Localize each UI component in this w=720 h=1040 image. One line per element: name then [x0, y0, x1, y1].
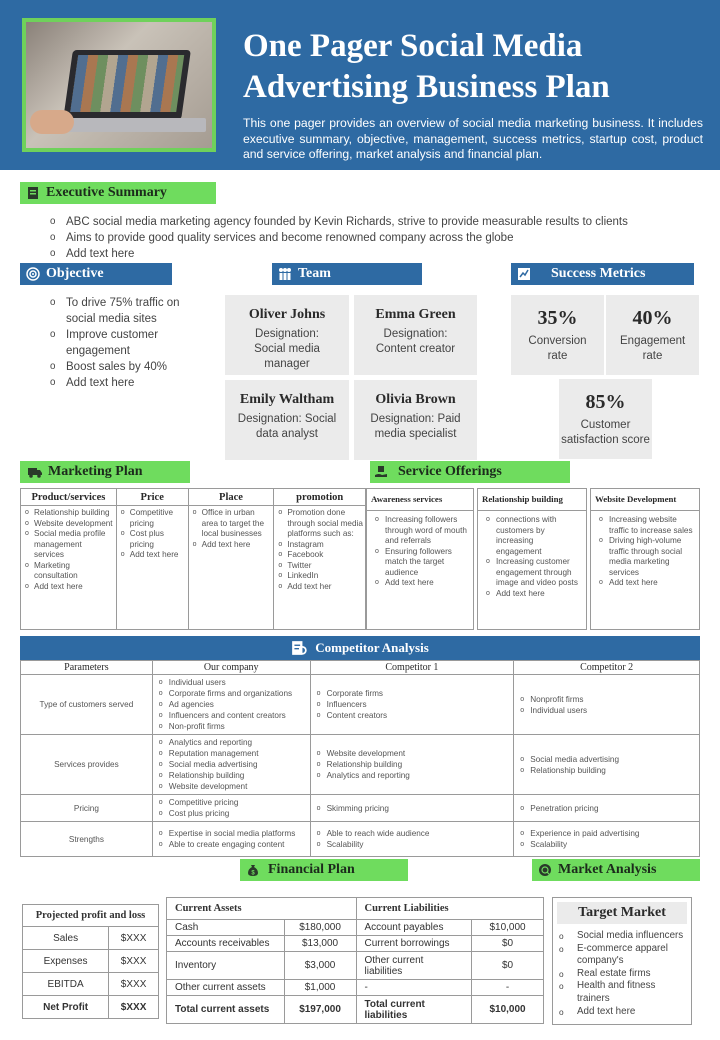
- list-item: o Website development: [315, 748, 510, 759]
- metric-label: Engagement rate: [620, 335, 686, 362]
- list-item: o Add text here: [48, 375, 198, 391]
- competitor-analysis-header: [20, 636, 700, 660]
- cell: $XXX: [109, 950, 159, 973]
- list-item: o Content creators: [315, 710, 510, 721]
- list-item: o Analytics and reporting: [157, 737, 306, 748]
- list-item: o Twitter: [276, 561, 363, 572]
- metric-value: 35%: [537, 307, 578, 329]
- metric-conversion-rate: [511, 295, 604, 375]
- list-item: o Social media advertising: [518, 754, 695, 765]
- list-item: o Add text her: [276, 582, 363, 593]
- cell: Account payables: [356, 920, 472, 936]
- truck-icon: [26, 465, 44, 479]
- list-item: o Nonprofit firms: [518, 694, 695, 705]
- table-row: [167, 952, 544, 980]
- service-relationship: [477, 488, 587, 630]
- list-item: o Individual users: [157, 677, 306, 688]
- executive-summary-list: [48, 214, 628, 262]
- service-hand-icon: [374, 465, 388, 479]
- member-designation: Designation: Content creator: [375, 328, 456, 355]
- list-item: o Aims to provide good quality services and become renowned company across the globe: [48, 230, 628, 246]
- page-title: One Pager Social Media Advertising Business Plan: [243, 28, 610, 105]
- cell: $13,000: [284, 936, 356, 952]
- list-item: o Corporate firms and organizations: [157, 688, 306, 699]
- list-item: o Facebook: [276, 550, 363, 561]
- list-item: o Relationship building: [518, 765, 695, 776]
- financial-plan-label: [240, 859, 408, 881]
- col-header: Current Liabilities: [356, 898, 544, 920]
- list-item: o Reputation management: [157, 748, 306, 759]
- table-row: [23, 996, 159, 1019]
- col-header: promotion: [274, 489, 366, 506]
- metric-value: 40%: [632, 307, 673, 329]
- list-item: o Office in urban area to target the local businesses: [191, 508, 272, 540]
- metric-customer-satisfaction: [559, 379, 652, 459]
- table-row: [21, 822, 700, 857]
- list-item: o Relationship building: [157, 770, 306, 781]
- market-analysis-label: [532, 859, 700, 881]
- list-item: o Social media influencers: [557, 930, 687, 943]
- list-item: o Add text here: [597, 578, 693, 589]
- cell: $XXX: [109, 996, 159, 1019]
- objective-label: [20, 263, 172, 285]
- team-title: Team: [298, 266, 331, 281]
- list-item: o Experience in paid advertising: [518, 828, 695, 839]
- list-item: o Add text here: [23, 582, 114, 593]
- param-cell: Services provides: [21, 735, 153, 795]
- target-market-title: Target Market: [557, 902, 687, 924]
- market-icon: [538, 863, 552, 877]
- metric-label: Conversion rate: [528, 335, 587, 362]
- member-designation: Designation: Paid media specialist: [370, 413, 461, 440]
- list-item: o Add text here: [191, 540, 272, 551]
- list-item: o Influencers and content creators: [157, 710, 306, 721]
- member-name: Emily Waltham: [239, 392, 335, 407]
- list-item: o Boost sales by 40%: [48, 359, 198, 375]
- cell: $XXX: [109, 927, 159, 950]
- cell: Net Profit: [23, 996, 109, 1019]
- table-row: [23, 927, 159, 950]
- list-item: o Marketing consultation: [23, 561, 114, 582]
- svg-text:$: $: [251, 870, 255, 877]
- table-row: [167, 936, 544, 952]
- list-item: o Increasing followers through word of mouth and referrals: [373, 515, 467, 547]
- col-header: Place: [188, 489, 274, 506]
- list-item: o Add text here: [557, 1006, 687, 1019]
- table-row: [21, 735, 700, 795]
- list-item: o Ensuring followers match the target audience: [373, 547, 467, 579]
- list-item: o Analytics and reporting: [315, 770, 510, 781]
- money-bag-icon: [246, 863, 260, 877]
- list-item: o Cost plus pricing: [157, 808, 306, 819]
- table-row: [21, 675, 700, 735]
- cell: Total current assets: [167, 996, 285, 1024]
- list-item: o E-commerce apparel company's: [557, 943, 687, 968]
- objective-title: Objective: [46, 266, 104, 281]
- success-metrics-title: Success Metrics: [551, 266, 646, 281]
- list-item: o To drive 75% traffic on social media sites: [48, 295, 198, 327]
- table-title: Projected profit and loss: [23, 905, 159, 927]
- service-awareness: [366, 488, 474, 630]
- list-item: o Social media advertising: [157, 759, 306, 770]
- cell: Total current liabilities: [356, 996, 472, 1024]
- list-item: o Driving high-volume traffic through social media marketing services: [597, 536, 693, 578]
- list-item: o Competitive pricing: [157, 797, 306, 808]
- objective-icon: [26, 267, 40, 281]
- metric-engagement-rate: [606, 295, 699, 375]
- list-item: o Able to reach wide audience: [315, 828, 510, 839]
- team-card-emily: [225, 380, 349, 460]
- metric-value: 85%: [585, 391, 626, 413]
- list-item: o Competitive pricing: [119, 508, 186, 529]
- objective-list: [48, 295, 198, 391]
- cell: Inventory: [167, 952, 285, 980]
- cell: $197,000: [284, 996, 356, 1024]
- service-offerings-label: [370, 461, 570, 483]
- cell: -: [356, 980, 472, 996]
- list-item: o Website development: [157, 781, 306, 792]
- cell: $XXX: [109, 973, 159, 996]
- member-name: Emma Green: [375, 307, 456, 322]
- list-item: o LinkedIn: [276, 571, 363, 582]
- metrics-icon: [517, 267, 531, 281]
- executive-summary-title: Executive Summary: [46, 185, 167, 200]
- team-card-olivia: [354, 380, 477, 460]
- col-header: Competitor 1: [310, 661, 514, 675]
- competitor-table: [20, 660, 700, 857]
- col-header: Price: [116, 489, 188, 506]
- table-row: [21, 506, 366, 630]
- cell: EBITDA: [23, 973, 109, 996]
- list-item: o Influencers: [315, 699, 510, 710]
- list-item: o Cost plus pricing: [119, 529, 186, 550]
- list-item: o Increasing website traffic to increase sales: [597, 515, 693, 536]
- table-row: [167, 996, 544, 1024]
- list-item: o Skimming pricing: [315, 803, 510, 814]
- list-item: o Scalability: [315, 839, 510, 850]
- list-item: o Add text here: [119, 550, 186, 561]
- metric-label: Customer satisfaction score: [561, 419, 650, 446]
- competitor-analysis-title: Competitor Analysis: [315, 640, 429, 655]
- list-item: o Add text here: [48, 246, 628, 262]
- marketing-plan-title: Marketing Plan: [48, 464, 143, 479]
- table-row: [23, 973, 159, 996]
- cell: $3,000: [284, 952, 356, 980]
- param-cell: Strengths: [21, 822, 153, 857]
- list-item: o Non-profit firms: [157, 721, 306, 732]
- cell: -: [472, 980, 544, 996]
- list-item: o Penetration pricing: [518, 803, 695, 814]
- table-row: [21, 795, 700, 822]
- list-item: o Relationship building: [23, 508, 114, 519]
- team-card-oliver: [225, 295, 349, 375]
- competitor-icon: [291, 640, 307, 656]
- team-label: [272, 263, 422, 285]
- list-item: o Improve customer engagement: [48, 327, 198, 359]
- table-row: [167, 920, 544, 936]
- list-item: o Social media profile management services: [23, 529, 114, 561]
- table-row: [23, 950, 159, 973]
- member-name: Oliver Johns: [248, 307, 326, 322]
- member-name: Olivia Brown: [375, 392, 456, 407]
- cell: Other current assets: [167, 980, 285, 996]
- cell: $0: [472, 936, 544, 952]
- list-item: o Website development: [23, 519, 114, 530]
- cell: Cash: [167, 920, 285, 936]
- cell: Sales: [23, 927, 109, 950]
- list-item: o Instagram: [276, 540, 363, 551]
- col-header: Current Assets: [167, 898, 357, 920]
- cell: $180,000: [284, 920, 356, 936]
- service-title: Awareness services: [367, 489, 473, 511]
- cell: Expenses: [23, 950, 109, 973]
- cell: $10,000: [472, 996, 544, 1024]
- cell: $1,000: [284, 980, 356, 996]
- financial-plan-title: Financial Plan: [268, 862, 355, 877]
- marketing-plan-table: [20, 488, 366, 630]
- list-item: o ABC social media marketing agency founded by Kevin Richards, strive to provide measurable results to clients: [48, 214, 628, 230]
- list-item: o Increasing customer engagement through image and video posts: [484, 557, 580, 589]
- service-offerings-title: Service Offerings: [398, 464, 502, 479]
- marketing-plan-label: [20, 461, 190, 483]
- col-header: Our company: [152, 661, 310, 675]
- list-item: o Able to create engaging content: [157, 839, 306, 850]
- param-cell: Type of customers served: [21, 675, 153, 735]
- list-item: o Add text here: [373, 578, 467, 589]
- member-designation: Designation: Social media manager: [254, 328, 320, 370]
- page-subtitle: This one pager provides an overview of social media marketing business. It includes executive summary, objective, management, success metrics, startup cost, product and service offering, market analysis and financial plan.: [243, 116, 703, 161]
- param-cell: Pricing: [21, 795, 153, 822]
- success-metrics-label: [511, 263, 694, 285]
- target-market-box: [552, 897, 692, 1025]
- list-item: o Relationship building: [315, 759, 510, 770]
- cell: $10,000: [472, 920, 544, 936]
- header-photo-laptop: [22, 18, 216, 152]
- list-item: o Health and fitness trainers: [557, 980, 687, 1005]
- executive-icon: [26, 186, 40, 200]
- cell: Current borrowings: [356, 936, 472, 952]
- table-row: [167, 980, 544, 996]
- service-title: Relationship building: [478, 489, 586, 511]
- cell: Other current liabilities: [356, 952, 472, 980]
- list-item: o Corporate firms: [315, 688, 510, 699]
- list-item: o Scalability: [518, 839, 695, 850]
- list-item: o Real estate firms: [557, 968, 687, 981]
- balance-table: [166, 897, 544, 1024]
- list-item: o Promotion done through social media platforms such as:: [276, 508, 363, 540]
- col-header: Parameters: [21, 661, 153, 675]
- col-header: Competitor 2: [514, 661, 700, 675]
- list-item: o Individual users: [518, 705, 695, 716]
- market-analysis-title: Market Analysis: [558, 862, 657, 877]
- list-item: o Add text here: [484, 589, 580, 600]
- executive-summary-label: [20, 182, 216, 204]
- service-website: [590, 488, 700, 630]
- list-item: o Expertise in social media platforms: [157, 828, 306, 839]
- member-designation: Designation: Social data analyst: [237, 413, 337, 440]
- projected-profit-loss-table: [22, 904, 159, 1019]
- cell: $0: [472, 952, 544, 980]
- list-item: o connections with customers by increasing engagement: [484, 515, 580, 557]
- team-card-emma: [354, 295, 477, 375]
- col-header: Product/services: [21, 489, 117, 506]
- list-item: o Ad agencies: [157, 699, 306, 710]
- team-icon: [278, 267, 292, 281]
- cell: Accounts receivables: [167, 936, 285, 952]
- service-title: Website Development: [591, 489, 699, 511]
